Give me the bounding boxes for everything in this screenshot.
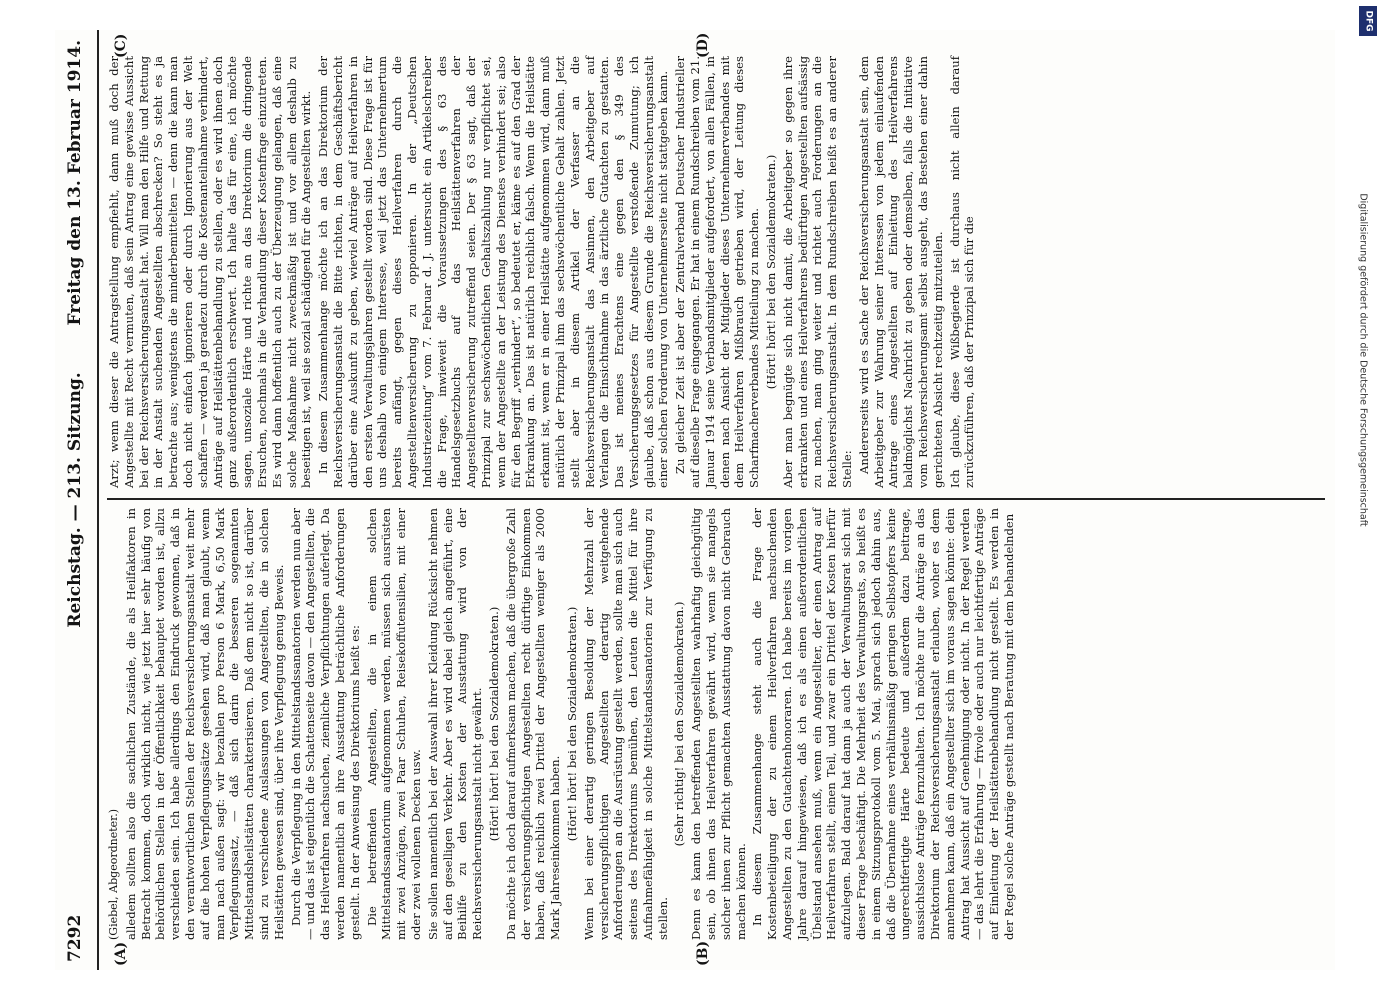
page-header xyxy=(55,30,99,970)
paragraph: Durch die Verpflegung in den Mittelstandssanatorien werden nun aber — und das ist eigentlich die Schattenseite davon — den Angestellten, die das Heilverfahren nachsuchen, ziemliche Verpflichtungen auferlegt. Da werden namentlich an ihre Ausstattung beträchtliche Anforderungen gestellt. In der Anweisung des Direktoriums heißt es: xyxy=(288,508,362,940)
paragraph: Wenn bei einer derartig geringen Besoldung der Mehrzahl der versicherungspflichtigen Angestellten derartig weitgehende Anforderungen an die Ausrüstung gestellt werden, sollte man sich auch seitens des Direktoriums bemühen, den Leuten die Mittel für ihre Aufnahmefähigkeit in solche Mittelstandssanatorien zur Verfügung zu stellen. xyxy=(581,508,670,940)
interjection: (Hört! hört! bei den Sozialdemokraten.) xyxy=(764,154,779,390)
paragraph: Zu gleicher Zeit ist aber der Zentralverband Deutscher Industrieller auf dieselbe Frage eingegangen. Er hat in einem Rundschreiben vom 21. Januar 1914 seine Verbandsmitglieder aufgefordert, von allen Fällen, in denen nach Ansicht der Mitglieder dieses Unternehmerverbandes mit dem Heilverfahren Mißbrauch getrieben wird, der Leitung dieses Scharfmacherverbandes Mitteilung zu machen. xyxy=(673,56,762,488)
session-title: Reichstag. — 213. Sitzung. xyxy=(65,372,85,628)
document-page xyxy=(55,30,1335,970)
paragraph: In diesem Zusammenhange möchte ich an das Direktorium der Reichsversicherungsanstalt die Bitte richten, in dem Geschäftsbericht darüber eine Auskunft zu geben, wieviel Anträge auf Heilverfahren in den ersten Verwaltungsjahren gestellt worden sind. Diese Frage ist für uns deshalb von einigem Interesse, weil jetzt das Unternehmertum bereits anfängt, gegen dieses Heilverfahren durch die Angestelltenversicherung zu opponieren. In der „Deutschen Industriezeitung“ vom 7. Februar d. J. untersucht ein Artikelschreiber die Frage, inwieweit die Voraussetzungen des § 63 des Handelsgesetzbuchs auf das Heilstättenverfahren der Angestelltenversicherung zutreffend seien. Der § 63 sagt, daß der Prinzipal zur sechswöchentlichen Gehaltszahlung nur verpflichtet sei, wenn der Angestellte an der Leistung des Dienstes verhindert sei; also für den Begriff „verhindert“, so bedeutet er, käme es auf den Grad der Erkrankung an. Das ist natürlich reichlich falsch. Wenn die Heilstätte erkannt ist, wenn er in einer Heilstätte aufgenommen wird, dann muß natürlich der Prinzipal ihm das sechswöchentliche Gehalt zahlen. Jetzt stellt aber in diesem Artikel der Verfasser an die Reichsversicherungsanstalt das Ansinnen, den Arbeitgeber auf Verlangen die Einsichtnahme in das ärztliche Gutachten zu gestatten. Das ist meines Erachtens eine gegen den § 349 des Versicherungsgesetzes für Angestellte verstoßende Zumutung; ich glaube, daß schon aus diesem Grunde die Reichsversicherungsanstalt einer solchen Forderung von Unternehmerseite nicht stattgeben kann. xyxy=(316,56,671,488)
dfg-logo xyxy=(1359,6,1377,36)
paragraph: Sie sollen namentlich bei der Auswahl ihrer Kleidung Rücksicht nehmen auf den geselligen Verkehr. Aber es wird dabei gleich angeführt, eine Beihilfe zu den Kosten der Ausstattung wird von der Reichsversicherungsanstalt nicht gewährt. xyxy=(425,508,485,940)
paragraph: Arzt; wenn dieser die Antragstellung empfiehlt, dann muß doch der Angestellte mit Recht vermuten, daß sein Antrag eine gewisse Aussicht bei der Reichsversicherungsanstalt hat. Will man den Hilfe und Rettung in der Anstalt suchenden Angestellten abschrecken? So steht es ja betrachte aus; wenigstens die minderbemittelten — denn die kann man doch nicht einfach ignorieren oder durch Ignorierung aus der Welt schaffen — werden ja geradezu durch die Kostenanteilnahme verhindert, Anträge auf Heilstättenbehandlung zu stellen, oder es wird ihnen doch ganz außerordentlich erschwert. Ich halte das für eine, ich möchte sagen, unsoziale Härte und richte an das Direktorium die dringende Ersuchen, nochmals in die Verhandlung dieser Kostenfrage einzutreten. Es wird dann hoffentlich auch zu der Überzeugung gelangen, daß eine solche Maßnahme nicht zweckmäßig ist und vor allem deshalb zu beseitigen ist, weil sie sozial schädigend für die Angestellten wirkt. xyxy=(107,56,314,488)
paragraph: Denn es kann den betreffenden Angestellten wahrhaftig gleichgültig sein, ob ihnen das Heilverfahren gewährt wird, wenn sie mangels solcher ihnen zur Pflicht gemachten Ausstattung davon nicht Gebrauch machen können. xyxy=(689,508,748,940)
digitization-note-text: Digitalisierung gefördert durch die Deutsche Forschungsgemeinschaft xyxy=(1357,193,1369,527)
section-marker-a: (A) xyxy=(113,941,129,966)
paragraph: Die betreffenden Angestellten, die in einem solchen Mittelstandssanatorium aufgenommen werden, müssen sich ausrüsten mit zwei Anzügen, zwei Paar Schuhen, Reisekoffutensilien, mit einer oder zwei wollenen Decken usw. xyxy=(364,508,423,940)
interjection: (Sehr richtig! bei den Sozialdemokraten.) xyxy=(672,601,687,847)
paragraph: Andererseits wird es Sache der Reichsversicherungsanstalt sein, dem Arbeitgeber zur Wahrung seiner Interessen von jedem einlaufenden Antrage eines Angestellten auf Einleitung des Heilverfahrens baldmöglichst Nachricht zu geben oder demselben, falls die Initiative vom Reichsversicherungsamt selbst ausgeht, das Bestehen einer dahin gerichteten Absicht rechtzeitig mitzuteilen. xyxy=(856,56,945,488)
dfg-logo-text: DFG xyxy=(1363,10,1374,32)
speaker-note: (Giebel, Abgeordneter.) xyxy=(107,809,120,940)
right-column xyxy=(107,56,1325,488)
paragraph: Ich glaube, diese Wißbegierde ist durchaus nicht allein darauf zurückzuführen, daß der Prinzipal sich für die xyxy=(947,56,977,488)
section-marker-c: (C) xyxy=(113,33,129,58)
interjection: (Hört! hört! bei den Sozialdemokraten.) xyxy=(486,606,501,842)
interjection: (Hört! hört! bei den Sozialdemokraten.) xyxy=(564,606,579,842)
paragraph: Da möchte ich doch darauf aufmerksam machen, daß die übergroße Zahl der versicherungspflichtigen Angestellten recht dürftige Einkommen haben, daß reichlich zwei Drittel der Angestellten weniger als 2000 Mark Jahreseinkommen haben. xyxy=(503,508,563,940)
digitization-note xyxy=(1355,20,1371,700)
paragraph: alledem sollten also die sachlichen Zustände, die als Heilfaktoren in Betracht kommen, doch wirklich nicht, wie jetzt hier sehr häufig von behördlichen Stellen in der Öffentlichkeit behauptet worden ist, allzu verschieden sein. Ich habe allerdings den Eindruck gewonnen, daß in den verantwortlichen Stellen der Reichsversicherungsanstalt weit mehr auf die hohen Verpflegungssätze gesehen wird, daß man glaubt, wenn man nach außen sagt: wir bezahlen pro Person 6 Mark, 6,50 Mark Verpflegungssatz, — daß sich darin die besseren sogenannten Mittelstandsheilstätten charakterisieren. Daß dem nicht so ist, darüber sind zu verschiedene Auslassungen von Angestellten, die in solchen Heilstätten gewesen sind, über ihre Verpflegung genug Beweis. xyxy=(123,508,286,940)
section-marker-d: (D) xyxy=(695,32,711,58)
paragraph: In diesem Zusammenhange steht auch die Frage der Kostenbeteiligung der zu einem Heilverfahren nachsuchenden Angestellten zu den Gutachtenhonoraren. Ich habe bereits im vorigen Jahre darauf hingewiesen, daß ich es als einen außerordentlichen Übelstand ansehen muß, wenn ein Angestellter, der einen Antrag auf Heilverfahren stellt, einen Teil, und zwar ein Drittel der Kosten hierfür aufzulegen. Bald darauf hat dann ja auch der Verwaltungsrat sich mit dieser Frage beschäftigt. Die Mehrheit des Verwaltungsrats, so heißt es in einem Sitzungsprotokoll vom 5. Mai, sprach sich jedoch dahin aus, daß die Übernahme eines verhältnismäßig geringen Selbstopfers keine ungerechtfertigte Härte bedeute und außerdem dazu beitrage, aussichtslose Anträge fernzuhalten. Ich möchte nur die Anträge an das Direktorium der Reichsversicherungsanstalt erlauben, woher es dem annehmen kann, daß ein Angestellter sich im voraus sagen könnte: dein Antrag hat Aussicht auf Genehmigung oder nicht. In der Regel werden — das lehrt die Erfahrung — frivole oder auch nur leichtfertige Anträge auf Einleitung der Heilstättenbehandlung nicht gestellt. Es werden in der Regel solche Anträge gestellt nach Beratung mit dem behandelnden xyxy=(750,508,1017,940)
page-number: 7292 xyxy=(65,914,85,962)
paragraph: Aber man begnügte sich nicht damit, die Arbeitgeber so gegen ihre erkrankten und eines Heilverfahrens bedürftigen Angestellten aufsässig zu machen, man ging weiter und richtet auch Forderungen an die Reichsversicherungsanstalt. In dem Rundschreiben heißt es an anderer Stelle: xyxy=(780,56,855,488)
column-divider xyxy=(107,498,1325,500)
left-column xyxy=(107,508,1325,940)
session-date: Freitag den 13. Februar 1914. xyxy=(65,40,85,326)
section-marker-b: (B) xyxy=(695,940,711,966)
